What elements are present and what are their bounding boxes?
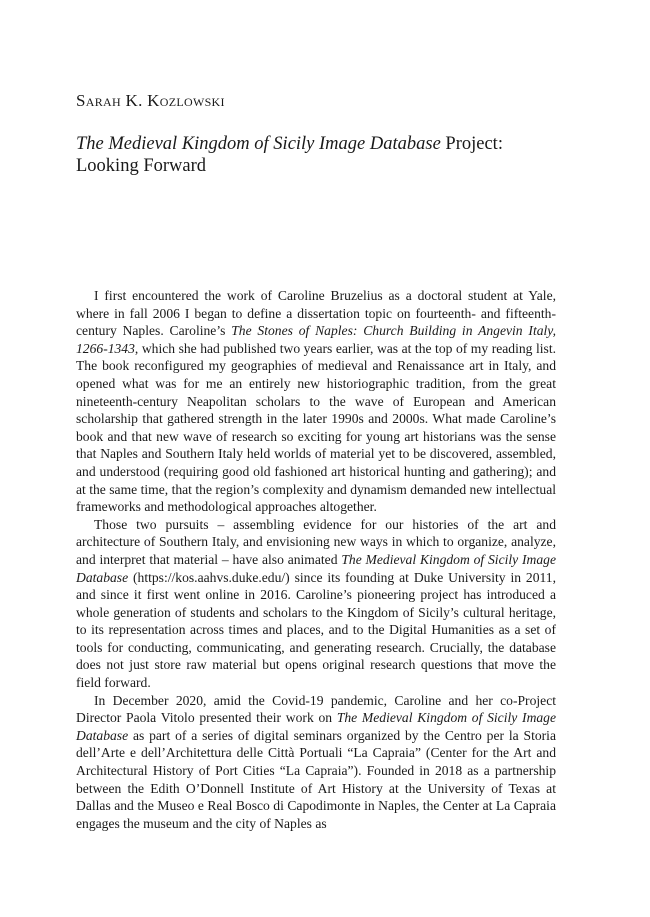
title-rest: Project: [440,134,503,154]
article-title [76,133,576,177]
title-italic: The Medieval Kingdom of Sicily Image Database [76,134,441,154]
title-line2: Looking Forward [76,156,206,176]
paragraph-2: Those two pursuits – assembling evidence for our histories of the art and architecture of Southern Italy, and envisioning new ways in which to organize, analyze, and interpret that material – have also animated The Medieval Kingdom of Sicily Image Database (https://kos.aahvs.duke.edu/) since its founding at Duke University in 2011, and since it first went online in 2016. Caroline’s pioneering project has introduced a whole generation of students and scholars to the Kingdom of Sicily’s cultural heritage, to its representation across times and places, and to the Digital Humanities as a set of tools for conducting, communicating, and generating research. Crucially, the database does not just store raw material but opens original research questions that move the field forward. [76,516,557,691]
paragraph-1: I first encountered the work of Caroline Bruzelius as a doctoral student at Yale, where in fall 2006 I began to define a dissertation topic on fourteenth- and fifteenth-century Naples. Caroline’s The Stones of Naples: Church Building in Angevin Italy, 1266-1343, which she had published two years earlier, was at the top of my reading list. The book reconfigured my geographies of medieval and Renaissance art in Italy, and opened what was for me an entirely new historiographic tradition, from the great nineteenth-century Neapolitan scholars to the wave of European and American scholarship that gathered strength in the later 1990s and 2000s. What made Caroline’s book and that new wave of research so exciting for young art historians was the sense that Naples and Southern Italy held worlds of material yet to be discovered, assembled, and understood (requiring good old fashioned art historical hunting and gathering); and at the same time, that the region’s complexity and dynamism demanded new intellectual frameworks and methodological approaches altogether. [76,288,556,515]
body-text [76,287,556,832]
paragraph-3: In December 2020, amid the Covid-19 pandemic, Caroline and her co-Project Director Paola Vitolo presented their work on The Medieval Kingdom of Sicily Image Database as part of a series of digital seminars organized by the Centro per la Storia dell’Arte e dell’Architettura delle Città Portuali “La Capraia” (Center for the Art and Architectural History of Port Cities “La Capraia”). Founded in 2018 as a partnership between the Edith O’Donnell Institute of Art History at the University of Texas at Dallas and the Museo e Real Bosco di Capodimonte in Naples, the Center at La Capraia engages the museum and the city of Naples as [76,692,557,831]
author-name: Sarah K. Kozlowski [76,91,225,110]
